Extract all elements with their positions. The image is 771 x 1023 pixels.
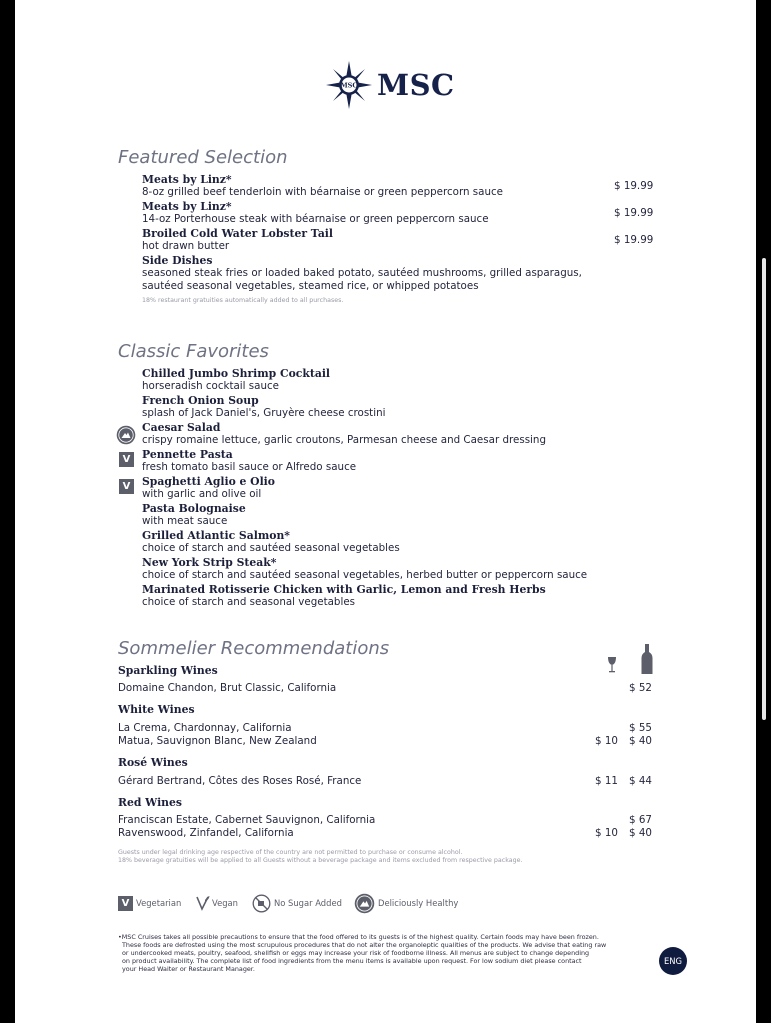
item-description: splash of Jack Daniel's, Gruyère cheese crostini <box>142 407 386 419</box>
item-description: with meat sauce <box>142 515 228 527</box>
disclaimer-line: •MSC Cruises takes all possible precautions to ensure that the food offered to its guests is of the highest quality. Certain foods may have been frozen. <box>118 933 599 941</box>
item-name: Meats by Linz* <box>142 173 232 186</box>
menu-item <box>142 227 602 253</box>
item-price: $ 19.99 <box>614 180 654 192</box>
item-description: 14-oz Porterhouse steak with béarnaise or green peppercorn sauce <box>142 213 489 225</box>
vegetarian-icon: V <box>118 896 133 911</box>
item-name: Meats by Linz* <box>142 200 232 213</box>
disclaimer-line: on product availability. The complete list of food ingredients from the menu items is available upon request. For low sodium diet please contact <box>122 957 582 965</box>
wine-name: Domaine Chandon, Brut Classic, California <box>118 682 337 694</box>
wine-glass-icon <box>606 656 618 674</box>
brand-name: MSC <box>377 68 455 102</box>
wine-name: Franciscan Estate, Cabernet Sauvignon, California <box>118 814 376 826</box>
item-name: Spaghetti Aglio e Olio <box>142 475 275 488</box>
legend-healthy <box>354 892 458 914</box>
bottle-price: $ 67 <box>629 814 652 826</box>
glass-price: $ 10 <box>595 827 618 839</box>
wine-name: Gérard Bertrand, Côtes des Roses Rosé, France <box>118 775 362 787</box>
glass-price: $ 10 <box>595 735 618 747</box>
legend-label: Vegetarian <box>136 898 182 908</box>
no-sugar-icon <box>252 894 271 913</box>
item-name: Broiled Cold Water Lobster Tail <box>142 227 334 240</box>
menu-item <box>142 173 602 199</box>
deliciously-healthy-icon <box>354 893 375 914</box>
glass-price: $ 11 <box>595 775 618 787</box>
menu-item <box>142 502 602 528</box>
wine-category: Red Wines <box>118 796 182 809</box>
item-description: sautéed seasonal vegetables, steamed rice, or whipped potatoes <box>142 280 479 292</box>
item-description: choice of starch and seasonal vegetables <box>142 596 356 608</box>
bottle-price: $ 55 <box>629 722 652 734</box>
classic-section-title: Classic Favorites <box>118 341 269 362</box>
item-name: Marinated Rotisserie Chicken with Garlic, Lemon and Fresh Herbs <box>142 583 546 596</box>
item-name: Grilled Atlantic Salmon* <box>142 529 290 542</box>
wine-bottle-icon <box>640 643 654 675</box>
vegan-leaf-icon <box>196 895 210 911</box>
menu-item <box>142 200 602 226</box>
wine-name: La Crema, Chardonnay, California <box>118 722 292 734</box>
legend-vegetarian <box>118 892 181 914</box>
drinking-age-note: Guests under legal drinking age respective of the country are not permitted to purchase or consume alcohol. <box>118 849 463 856</box>
legend-vegan <box>196 892 238 914</box>
item-name: New York Strip Steak* <box>142 556 277 569</box>
bottle-price: $ 40 <box>629 827 652 839</box>
item-description: seasoned steak fries or loaded baked potato, sautéed mushrooms, grilled asparagus, <box>142 267 582 279</box>
menu-item <box>142 448 602 474</box>
item-description: crispy romaine lettuce, garlic croutons, Parmesan cheese and Caesar dressing <box>142 434 546 446</box>
item-name: Pennette Pasta <box>142 448 233 461</box>
bottle-price: $ 52 <box>629 682 652 694</box>
legend-label: No Sugar Added <box>274 898 342 908</box>
item-name: French Onion Soup <box>142 394 259 407</box>
item-name: Side Dishes <box>142 254 213 267</box>
item-name: Pasta Bolognaise <box>142 502 246 515</box>
legend-label: Deliciously Healthy <box>378 898 459 908</box>
wine-name: Matua, Sauvignon Blanc, New Zealand <box>118 735 317 747</box>
item-name: Caesar Salad <box>142 421 221 434</box>
msc-logo <box>325 60 455 110</box>
menu-item <box>142 254 602 293</box>
disclaimer-line: your Head Waiter or Restaurant Manager. <box>122 965 255 973</box>
wine-category: Sparkling Wines <box>118 664 218 677</box>
item-description: fresh tomato basil sauce or Alfredo sauce <box>142 461 357 473</box>
food-disclaimer <box>118 933 638 973</box>
item-description: choice of starch and sautéed seasonal vegetables <box>142 542 400 554</box>
bottle-price: $ 40 <box>629 735 652 747</box>
item-name: Chilled Jumbo Shrimp Cocktail <box>142 367 331 380</box>
wine-category: Rosé Wines <box>118 756 188 769</box>
menu-item <box>142 583 602 609</box>
item-description: horseradish cocktail sauce <box>142 380 279 392</box>
item-description: 8-oz grilled beef tenderloin with béarnaise or green peppercorn sauce <box>142 186 503 198</box>
scrollbar-thumb[interactable] <box>762 258 766 720</box>
disclaimer-line: or undercooked meats, poultry, seafood, shellfish or eggs may increase your risk of foodborne illness. All menus are subject to change depending <box>122 949 590 957</box>
menu-item <box>142 394 602 420</box>
featured-section-title: Featured Selection <box>118 147 288 168</box>
wine-category: White Wines <box>118 703 195 716</box>
deliciously-healthy-icon <box>116 425 136 445</box>
item-price: $ 19.99 <box>614 234 654 246</box>
legend-no-sugar <box>252 892 342 914</box>
item-description: with garlic and olive oil <box>142 488 262 500</box>
item-description: hot drawn butter <box>142 240 230 252</box>
menu-item <box>142 421 602 447</box>
menu-item <box>142 529 602 555</box>
beverage-gratuity-note: 18% beverage gratuities will be applied to all Guests without a beverage package and items excluded from respective package. <box>118 857 523 864</box>
sommelier-section-title: Sommelier Recommendations <box>118 638 390 659</box>
compass-rose-icon <box>325 60 373 110</box>
vegetarian-badge-icon: V <box>119 479 134 494</box>
wine-name: Ravenswood, Zinfandel, California <box>118 827 294 839</box>
gratuity-note: 18% restaurant gratuities automatically added to all purchases. <box>142 297 344 304</box>
bottle-price: $ 44 <box>629 775 652 787</box>
vegetarian-badge-icon: V <box>119 452 134 467</box>
menu-item <box>142 475 602 501</box>
disclaimer-line: These foods are defrosted using the most scrupulous procedures that do not alter the organoleptic qualities of the products. We advise that eating raw <box>122 941 607 949</box>
menu-item <box>142 367 602 393</box>
menu-item <box>142 556 602 582</box>
language-button[interactable]: ENG <box>659 947 687 975</box>
svg-text:MSC: MSC <box>340 81 358 90</box>
item-price: $ 19.99 <box>614 207 654 219</box>
legend-label: Vegan <box>212 898 238 908</box>
item-description: choice of starch and sautéed seasonal vegetables, herbed butter or peppercorn sauce <box>142 569 588 581</box>
